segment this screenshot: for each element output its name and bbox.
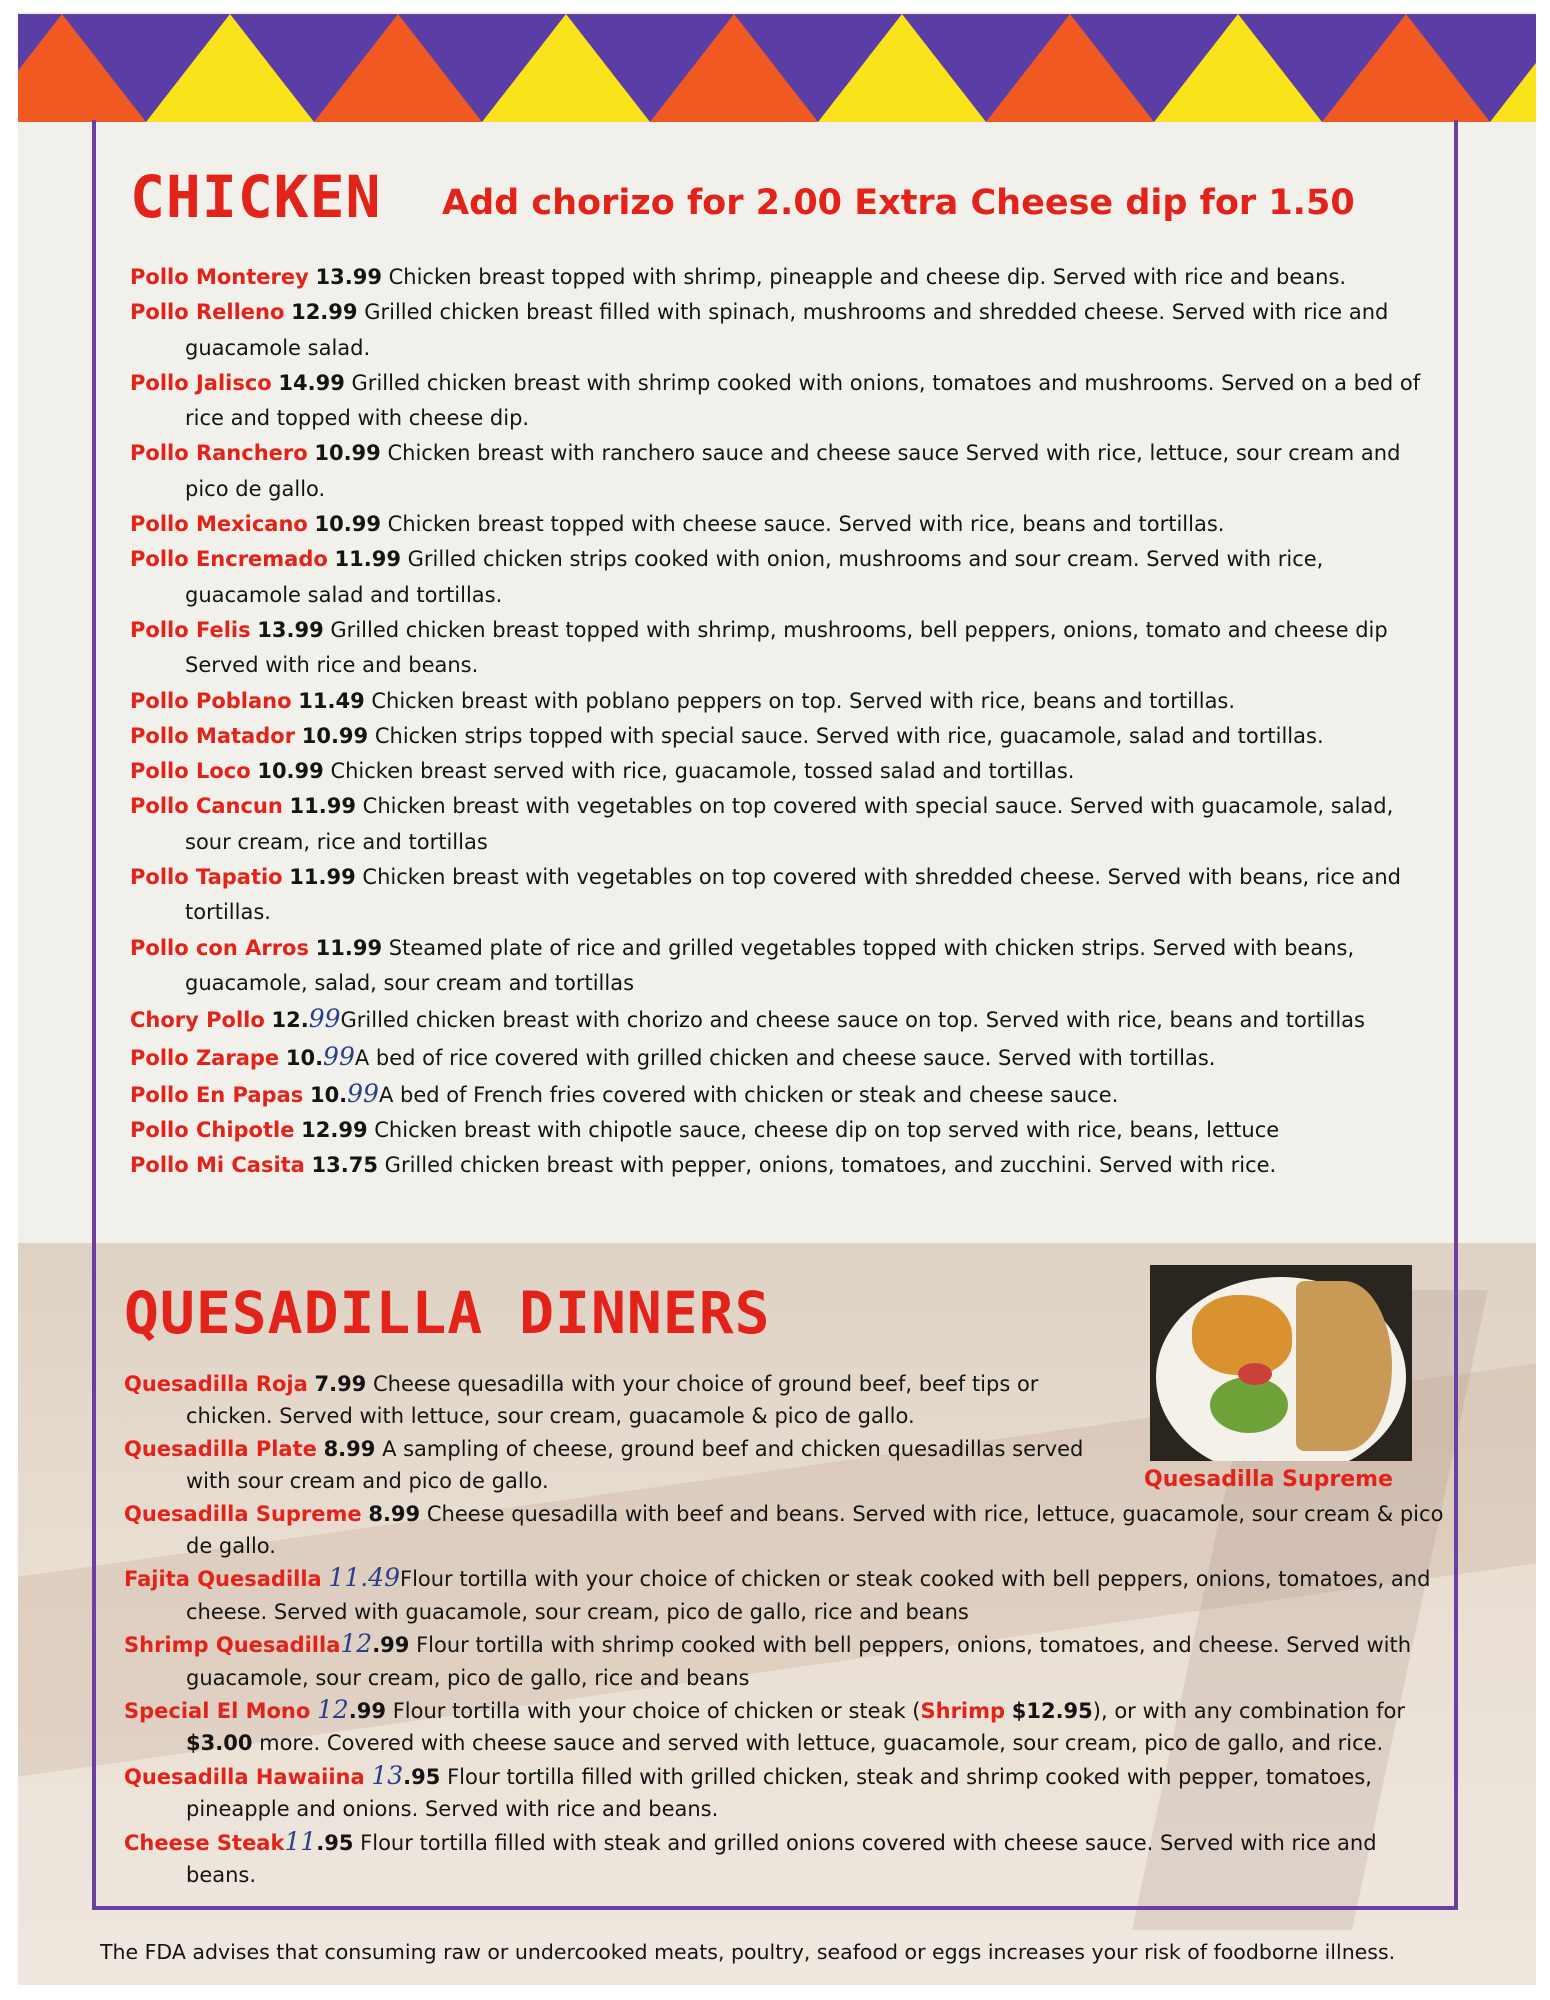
- item-price: 14.99: [278, 370, 345, 395]
- item-name: Shrimp Quesadilla: [124, 1633, 341, 1658]
- item-description: Grilled chicken breast topped with shrimp, mushrooms, bell peppers, onions, tomato and cheese dip Served with rice and beans.: [185, 617, 1388, 678]
- item-price: 12.99: [301, 1118, 368, 1143]
- banner-triangle: [650, 14, 818, 122]
- item-name: Quesadilla Supreme: [124, 1501, 362, 1526]
- item-description: Chicken breast served with rice, guacamole, tossed salad and tortillas.: [330, 759, 1075, 784]
- item-name: Pollo Poblano: [130, 688, 292, 713]
- banner-triangle: [818, 14, 986, 122]
- banner-triangle: [1490, 14, 1536, 122]
- menu-item: [130, 931, 1430, 1002]
- item-description: Steamed plate of rice and grilled vegetables topped with chicken strips. Served with beans, guacamole, salad, sour cream and tortillas: [185, 935, 1355, 995]
- item-price: [309, 1078, 379, 1108]
- item-name: Pollo Encremado: [130, 547, 328, 572]
- item-name: Chory Pollo: [130, 1008, 265, 1033]
- menu-item: [124, 1368, 1106, 1433]
- item-price: 10.99: [314, 441, 381, 466]
- menu-item: [130, 754, 1430, 789]
- menu-item: [124, 1826, 1444, 1892]
- item-price: 11.49: [298, 688, 365, 713]
- menu-item: [130, 1113, 1430, 1148]
- banner-triangle: [18, 14, 146, 122]
- menu-item: [130, 507, 1430, 542]
- menu-item: [130, 789, 1430, 860]
- item-price: [371, 1760, 441, 1790]
- item-name: Cheese Steak: [124, 1830, 285, 1855]
- price-printed: .95: [403, 1764, 441, 1789]
- item-description: Chicken breast topped with shrimp, pineapple and cheese dip. Served with rice and beans.: [388, 265, 1347, 289]
- price-printed: .99: [348, 1699, 386, 1724]
- menu-item: [130, 1148, 1430, 1183]
- banner-triangle: [314, 14, 482, 122]
- item-name: Pollo Mi Casita: [130, 1153, 305, 1178]
- chicken-add-on-note: Add chorizo for 2.00 Extra Cheese dip for 1.50: [442, 183, 1355, 223]
- menu-item: [130, 366, 1430, 437]
- photo-caption: Quesadilla Supreme: [1144, 1467, 1393, 1492]
- combination-extra-price: $3.00: [186, 1731, 253, 1756]
- item-price: 13.99: [257, 617, 324, 642]
- menu-item: [130, 1001, 1430, 1038]
- triangle-pattern-banner: [18, 14, 1536, 122]
- menu-item: [124, 1760, 1444, 1826]
- item-description: A bed of rice covered with grilled chicken and cheese sauce. Served with tortillas.: [354, 1045, 1216, 1070]
- item-name: Pollo Zarape: [130, 1045, 280, 1070]
- item-name: Pollo Monterey: [130, 265, 309, 289]
- item-price: [285, 1041, 355, 1071]
- menu-item: [130, 542, 1430, 613]
- banner-triangle: [986, 14, 1154, 122]
- item-price: 13.99: [315, 265, 382, 289]
- item-description: more. Covered with cheese sauce and served with lettuce, guacamole, sour cream, pico de gallo, and rice.: [259, 1731, 1384, 1756]
- price-printed: .95: [316, 1830, 354, 1855]
- item-price: 10.99: [301, 723, 369, 748]
- price-handwritten: 11.49: [328, 1563, 400, 1593]
- item-name: Pollo Mexicano: [130, 512, 308, 537]
- item-description: Grilled chicken breast with shrimp cooked with onions, tomatoes and mushrooms. Served on a bed of rice and topped with cheese dip.: [185, 370, 1421, 431]
- item-description: A sampling of cheese, ground beef and chicken quesadillas served with sour cream and pico de gallo.: [186, 1436, 1084, 1494]
- item-name: Pollo En Papas: [130, 1082, 304, 1107]
- quesadilla-menu-list: [124, 1368, 1444, 1892]
- menu-item: [124, 1433, 1106, 1498]
- item-description: Cheese quesadilla with beef and beans. Served with rice, lettuce, guacamole, sour cream & pico de gallo.: [186, 1501, 1444, 1559]
- item-name: Pollo Chipotle: [130, 1118, 295, 1143]
- menu-item: [130, 1039, 1430, 1076]
- price-handwritten: 12: [316, 1695, 349, 1725]
- item-description: Chicken strips topped with special sauce. Served with rice, guacamole, salad and tortillas.: [374, 723, 1324, 748]
- item-description: Flour tortilla with shrimp cooked with bell peppers, onions, tomatoes, and cheese. Served with guacamole, sour cream, pico de gallo, rice and beans: [186, 1633, 1412, 1690]
- item-description: Flour tortilla filled with grilled chicken, steak and shrimp cooked with pepper, tomatoes, pineapple and onions. Served with rice and beans.: [186, 1764, 1372, 1822]
- item-description: Grilled chicken breast with chorizo and cheese sauce on top. Served with rice, beans and tortillas: [340, 1008, 1365, 1033]
- menu-item: [130, 436, 1430, 507]
- item-price: [316, 1695, 386, 1725]
- menu-item: [124, 1498, 1444, 1563]
- banner-triangle: [1154, 14, 1322, 122]
- menu-item: [124, 1694, 1444, 1760]
- item-description: Chicken breast with vegetables on top covered with special sauce. Served with guacamole, salad, sour cream, rice and tortillas: [185, 794, 1394, 854]
- item-description: Cheese quesadilla with your choice of ground beef, beef tips or chicken. Served with lettuce, sour cream, guacamole & pico de gallo.: [186, 1372, 1039, 1429]
- banner-triangle: [146, 14, 314, 122]
- price-handwritten: 12: [340, 1629, 373, 1659]
- item-name: Quesadilla Plate: [124, 1436, 317, 1461]
- item-name: Pollo Matador: [130, 723, 296, 748]
- item-description: Chicken breast with chipotle sauce, cheese dip on top served with rice, beans, lettuce: [374, 1118, 1280, 1143]
- item-description: Grilled chicken breast with pepper, onions, tomatoes, and zucchini. Served with rice.: [384, 1153, 1277, 1178]
- item-name: Special El Mono: [124, 1699, 311, 1724]
- rice-image: [1192, 1295, 1292, 1375]
- item-name: Fajita Quesadilla: [124, 1567, 322, 1592]
- item-name: Pollo Felis: [130, 617, 251, 642]
- item-price: 8.99: [323, 1436, 376, 1461]
- item-description: Chicken breast with ranchero sauce and cheese sauce Served with rice, lettuce, sour cream and pico de gallo.: [185, 441, 1401, 501]
- item-name: Quesadilla Hawaiina: [124, 1764, 365, 1789]
- item-name: Pollo Tapatio: [130, 865, 283, 890]
- item-description: Chicken breast topped with cheese sauce. Served with rice, beans and tortillas.: [387, 512, 1225, 537]
- item-price: 10.99: [257, 759, 324, 784]
- item-description: Grilled chicken strips cooked with onion, mushrooms and sour cream. Served with rice, guacamole salad and tortillas.: [185, 547, 1324, 607]
- item-name: Pollo Cancun: [130, 794, 283, 819]
- item-name: Pollo con Arros: [130, 935, 309, 960]
- menu-item: [130, 613, 1430, 684]
- item-price: [284, 1826, 354, 1856]
- fda-disclaimer: The FDA advises that consuming raw or undercooked meats, poultry, seafood or eggs increases your risk of foodborne illness.: [100, 1940, 1396, 1964]
- shrimp-option-price: $12.95: [1011, 1699, 1093, 1724]
- item-price: 11.99: [289, 794, 356, 819]
- banner-triangle: [482, 14, 650, 122]
- item-name: Quesadilla Roja: [124, 1372, 308, 1396]
- price-handwritten: 99: [323, 1041, 355, 1071]
- chicken-menu-list: [130, 260, 1430, 1184]
- item-price: 10.99: [314, 512, 381, 537]
- price-printed: .99: [372, 1633, 410, 1658]
- item-price: 12.99: [291, 300, 358, 325]
- item-price: 11.99: [334, 547, 401, 572]
- price-handwritten: 11: [284, 1826, 317, 1856]
- quesadilla-heading: QUESADILLA DINNERS: [124, 1279, 771, 1347]
- menu-item: [124, 1628, 1444, 1694]
- item-price: 7.99: [314, 1372, 367, 1396]
- price-handwritten: 99: [308, 1004, 341, 1034]
- banner-triangle: [1322, 14, 1490, 122]
- item-description: Flour tortilla with your choice of chicken or steak cooked with bell peppers, onions, tomatoes, and cheese. Served with guacamole, sour cream, pico de gallo, rice and beans: [186, 1567, 1431, 1624]
- menu-item: [130, 260, 1430, 295]
- price-printed: 12.: [271, 1008, 309, 1033]
- item-description: Grilled chicken breast filled with spinach, mushrooms and shredded cheese. Served with rice and guacamole salad.: [185, 300, 1389, 360]
- item-name: Pollo Jalisco: [130, 370, 272, 395]
- item-description: ), or with any combination for: [1092, 1699, 1405, 1724]
- item-description: Flour tortilla with your choice of chicken or steak (: [392, 1699, 921, 1724]
- item-price: [340, 1629, 410, 1659]
- item-price: 11.99: [289, 865, 356, 890]
- shrimp-option-label: Shrimp: [920, 1699, 1006, 1724]
- item-description: Flour tortilla filled with steak and grilled onions covered with cheese sauce. Served with rice and beans.: [186, 1830, 1377, 1888]
- price-printed: 10.: [285, 1045, 324, 1070]
- menu-item: [130, 295, 1430, 366]
- item-description: A bed of French fries covered with chicken or steak and cheese sauce.: [378, 1082, 1119, 1107]
- item-description: Chicken breast with poblano peppers on top. Served with rice, beans and tortillas.: [371, 688, 1236, 713]
- item-price: 13.75: [311, 1153, 378, 1178]
- menu-item: [124, 1562, 1444, 1628]
- price-handwritten: 13: [371, 1760, 404, 1790]
- price-handwritten: 99: [347, 1078, 379, 1108]
- menu-item: [130, 860, 1430, 931]
- item-price: [271, 1004, 341, 1034]
- item-price: 8.99: [368, 1501, 421, 1526]
- menu-item: [130, 719, 1430, 754]
- item-name: Pollo Loco: [130, 759, 251, 784]
- item-price: 11.99: [315, 935, 383, 960]
- item-description: Chicken breast with vegetables on top covered with shredded cheese. Served with beans, rice and tortillas.: [185, 865, 1401, 925]
- menu-item: [130, 684, 1430, 719]
- item-name: Pollo Relleno: [130, 300, 285, 325]
- chicken-heading: CHICKEN: [130, 163, 382, 231]
- price-printed: 10.: [309, 1082, 348, 1107]
- item-name: Pollo Ranchero: [130, 441, 308, 466]
- menu-item: [130, 1076, 1430, 1113]
